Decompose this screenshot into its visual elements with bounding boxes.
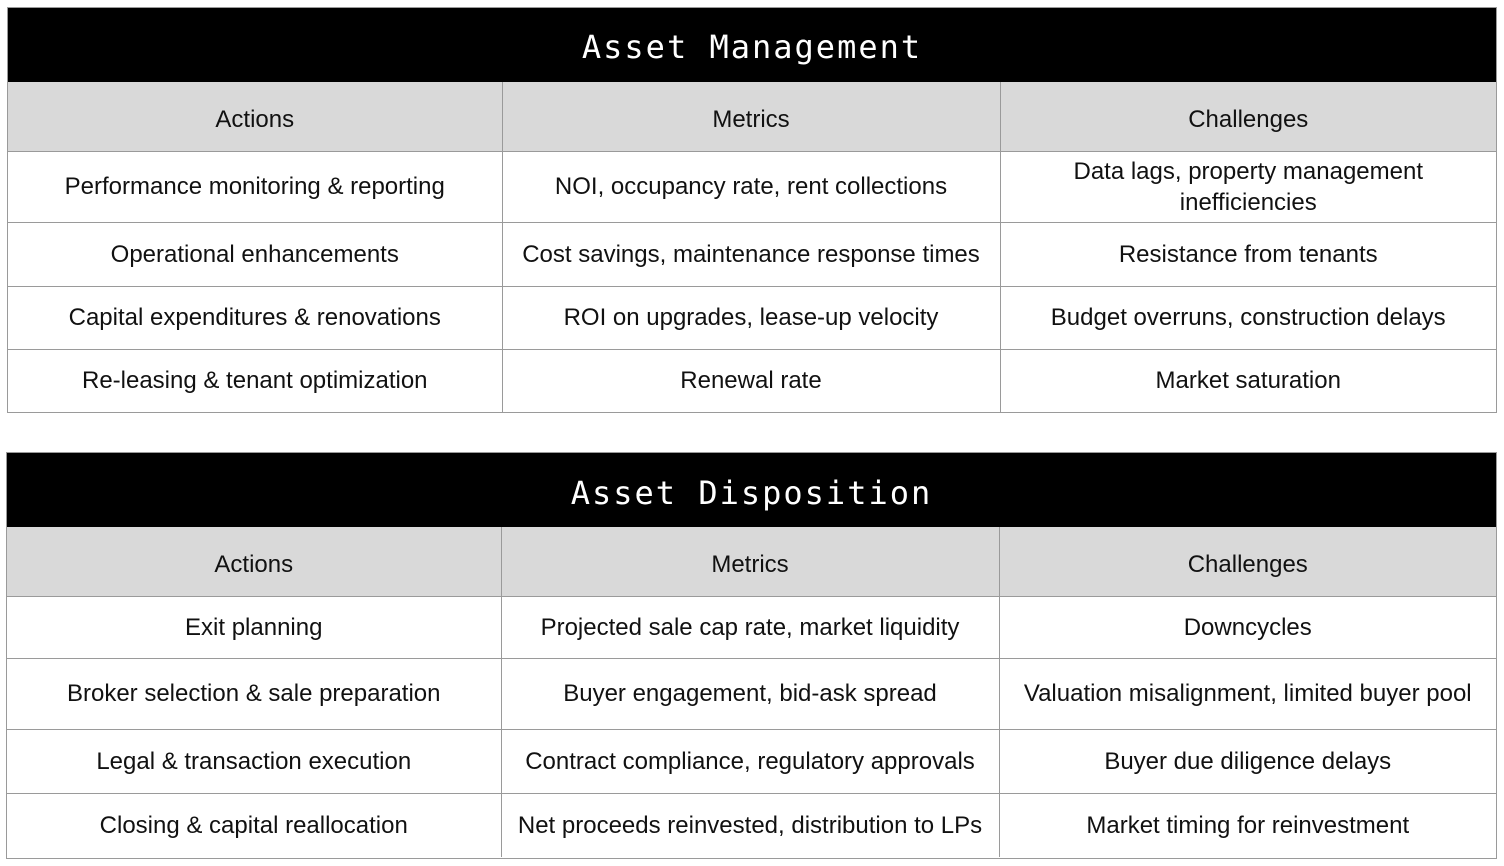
metric-cell: NOI, occupancy rate, rent collections — [502, 151, 1000, 222]
challenge-cell: Resistance from tenants — [1000, 222, 1496, 286]
action-cell: Performance monitoring & reporting — [8, 151, 502, 222]
metric-cell: Renewal rate — [502, 349, 1000, 412]
metric-cell: Buyer engagement, bid-ask spread — [501, 658, 999, 729]
asset-management-grid — [8, 82, 1496, 412]
challenge-cell: Downcycles — [999, 596, 1496, 658]
metric-cell: Projected sale cap rate, market liquidity — [501, 596, 999, 658]
action-cell: Exit planning — [7, 596, 501, 658]
action-cell: Operational enhancements — [8, 222, 502, 286]
column-header-challenges: Challenges — [999, 527, 1496, 596]
action-cell: Legal & transaction execution — [7, 729, 501, 793]
challenge-cell: Market saturation — [1000, 349, 1496, 412]
column-header-actions: Actions — [7, 527, 501, 596]
header-row — [7, 527, 1496, 596]
table-row — [7, 793, 1496, 857]
table-row — [7, 729, 1496, 793]
metric-cell: ROI on upgrades, lease-up velocity — [502, 286, 1000, 349]
challenge-cell: Data lags, property management inefficiencies — [1000, 151, 1496, 222]
table-row — [8, 151, 1496, 222]
table-row — [8, 286, 1496, 349]
asset-disposition-grid — [7, 527, 1496, 857]
asset-management-table — [7, 7, 1497, 413]
table-title: Asset Disposition — [7, 453, 1496, 527]
action-cell: Broker selection & sale preparation — [7, 658, 501, 729]
action-cell: Re-leasing & tenant optimization — [8, 349, 502, 412]
table-row — [7, 658, 1496, 729]
table-row — [8, 349, 1496, 412]
column-header-actions: Actions — [8, 82, 502, 151]
table-title: Asset Management — [8, 8, 1496, 82]
metric-cell: Net proceeds reinvested, distribution to LPs — [501, 793, 999, 857]
action-cell: Closing & capital reallocation — [7, 793, 501, 857]
column-header-metrics: Metrics — [501, 527, 999, 596]
challenge-cell: Buyer due diligence delays — [999, 729, 1496, 793]
challenge-cell: Market timing for reinvestment — [999, 793, 1496, 857]
action-cell: Capital expenditures & renovations — [8, 286, 502, 349]
table-row — [8, 222, 1496, 286]
table-row — [7, 596, 1496, 658]
challenge-cell: Valuation misalignment, limited buyer pool — [999, 658, 1496, 729]
metric-cell: Contract compliance, regulatory approvals — [501, 729, 999, 793]
challenge-cell: Budget overruns, construction delays — [1000, 286, 1496, 349]
asset-disposition-table — [6, 452, 1497, 859]
column-header-challenges: Challenges — [1000, 82, 1496, 151]
header-row — [8, 82, 1496, 151]
metric-cell: Cost savings, maintenance response times — [502, 222, 1000, 286]
column-header-metrics: Metrics — [502, 82, 1000, 151]
